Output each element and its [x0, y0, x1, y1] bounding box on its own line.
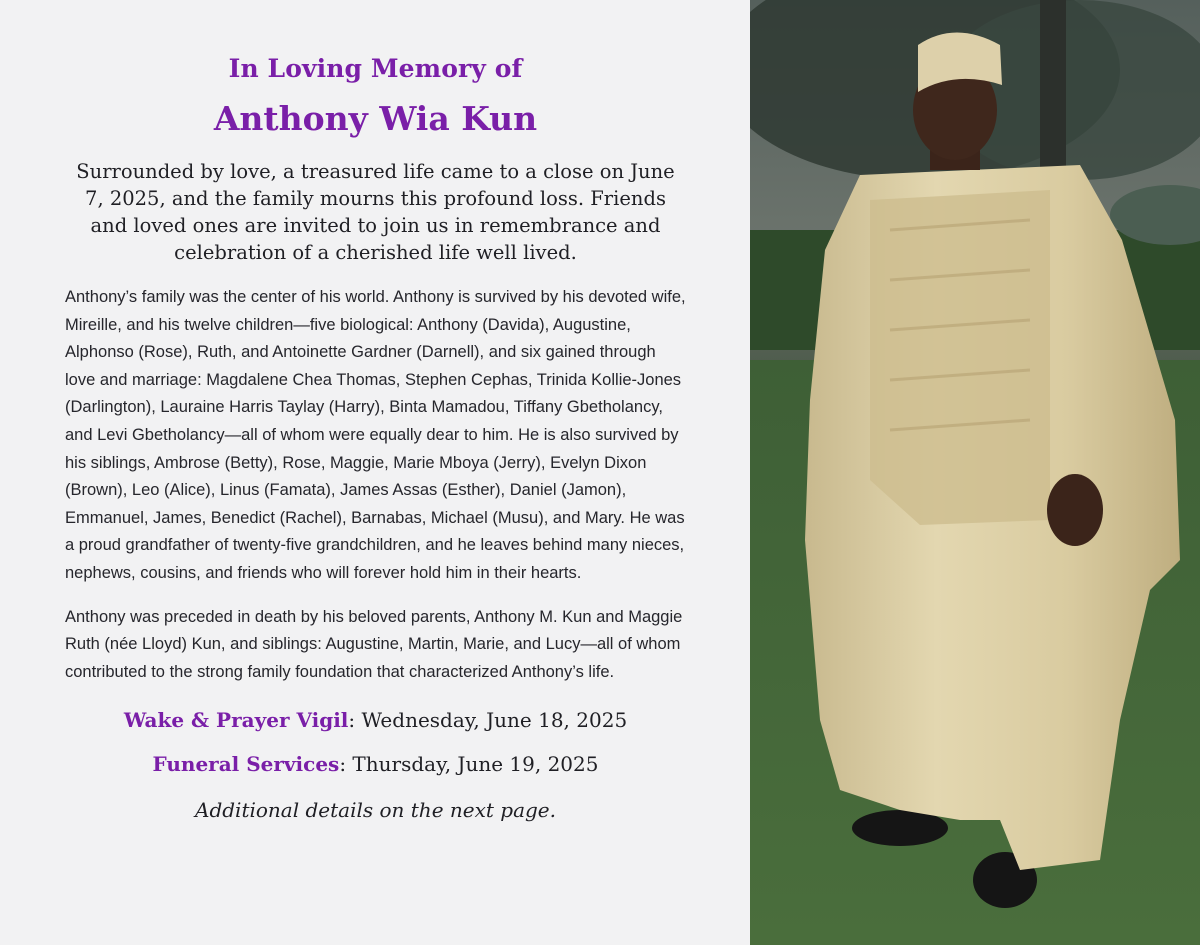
additional-details-note: Additional details on the next page.: [195, 798, 556, 823]
family-paragraph: Anthony’s family was the center of his world. Anthony is survived by his devoted wife, Mireille, and his twelve children—five biological: Anthony (Davida), Augustine, Alphonso (Rose), Ruth, and Antoinette Gardner (Darnell), and six gained through love and marriage: Magdalene Chea Thomas, Stephen Cephas, Trinida Kollie-Jones (Darlington), Lauraine Harris Taylay (Harry), Binta Mamadou, Tiffany Gbetholancy, and Levi Gbetholancy—all of whom were equally dear to him. He is also survived by his siblings, Ambrose (Betty), Rose, Maggie, Marie Mboya (Jerry), Evelyn Dixon (Brown), Leo (Alice), Linus (Famata), James Assas (Esther), Daniel (Jamon), Emmanuel, James, Benedict (Rachel), Barnabas, Michael (Musu), and Mary. He was a proud grandfather of twenty-five grandchildren, and he leaves behind many nieces, nephews, cousins, and friends who will forever hold him in their hearts.: [65, 288, 686, 582]
funeral-services-date: Thursday, June 19, 2025: [352, 752, 599, 777]
wake-vigil-label: Wake & Prayer Vigil: [123, 708, 349, 733]
portrait-photo: [750, 0, 1200, 945]
preceded-paragraph: Anthony was preceded in death by his beloved parents, Anthony M. Kun and Maggie Ruth (née Lloyd) Kun, and siblings: Augustine, Martin, Marie, and Lucy—all of whom contributed to the strong family foundation that characterized Anthony’s life.: [65, 607, 683, 681]
memorial-kicker: In Loving Memory of: [228, 54, 523, 83]
wake-vigil-date: Wednesday, June 18, 2025: [361, 708, 628, 733]
funeral-services-label: Funeral Services: [152, 752, 340, 777]
funeral-services-line: [65, 752, 686, 776]
wake-vigil-line: [65, 708, 686, 732]
intro-statement: Surrounded by love, a treasured life came to a close on June 7, 2025, and the family mourns this profound loss. Friends and loved ones are invited to join us in remembrance and celebration of a cherished life well lived.: [76, 160, 675, 264]
deceased-name: Anthony Wia Kun: [213, 99, 538, 138]
portrait-illustration: [750, 0, 1200, 945]
funeral-services-separator: :: [339, 752, 353, 777]
wake-vigil-separator: :: [348, 708, 362, 733]
